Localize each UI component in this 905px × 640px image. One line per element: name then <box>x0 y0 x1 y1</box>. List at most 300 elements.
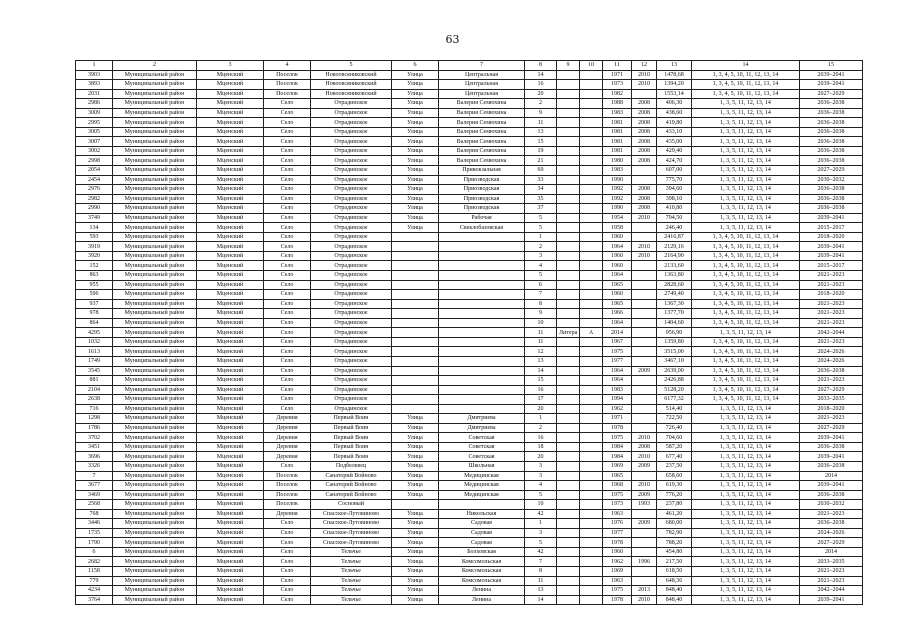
table-cell: 1973 <box>603 80 632 90</box>
table-cell: 1, 3, 4, 5, 10, 11, 12, 13, 14 <box>692 299 800 309</box>
table-cell: 13 <box>525 127 557 137</box>
table-cell: 3451 <box>76 442 113 452</box>
table-cell: 1966 <box>603 309 632 319</box>
table-cell <box>580 127 603 137</box>
table-cell <box>392 290 439 300</box>
table-cell: 1965 <box>603 280 632 290</box>
table-cell <box>580 89 603 99</box>
table-cell <box>557 576 580 586</box>
table-cell: Муниципальный район <box>113 99 197 109</box>
table-cell: 1962 <box>603 404 632 414</box>
table-row <box>76 347 863 357</box>
table-cell: Мценский <box>197 261 264 271</box>
table-cell <box>392 251 439 261</box>
table-cell <box>632 261 657 271</box>
table-cell: 2021–2023 <box>800 414 863 424</box>
table-cell <box>580 471 603 481</box>
table-cell <box>580 519 603 529</box>
table-cell: 35 <box>525 194 557 204</box>
table-cell <box>557 347 580 357</box>
table-cell: Мценский <box>197 414 264 424</box>
table-cell: Санаторий Войново <box>311 490 392 500</box>
table-cell: 237,50 <box>657 461 692 471</box>
table-cell: Муниципальный район <box>113 557 197 567</box>
table-cell: 1980 <box>603 156 632 166</box>
table-cell <box>632 337 657 347</box>
table-cell: Подбелевец <box>311 461 392 471</box>
table-cell: 1954 <box>603 213 632 223</box>
table-cell: Деревня <box>264 433 311 443</box>
table-cell: Школьная <box>439 461 525 471</box>
table-cell: 20 <box>525 452 557 462</box>
table-row <box>76 137 863 147</box>
table-row <box>76 595 863 605</box>
table-cell: 2008 <box>632 204 657 214</box>
table-cell: 3 <box>525 528 557 538</box>
table-cell <box>557 290 580 300</box>
table-cell: 1, 3, 5, 11, 12, 13, 14 <box>692 166 800 176</box>
table-cell: Улица <box>392 185 439 195</box>
table-cell: Село <box>264 347 311 357</box>
table-cell: 2014 <box>603 328 632 338</box>
table-cell: 5 <box>525 213 557 223</box>
table-cell: 1, 3, 4, 5, 10, 11, 12, 13, 14 <box>692 309 800 319</box>
table-cell: 2010 <box>632 251 657 261</box>
table-cell: Улица <box>392 481 439 491</box>
table-cell <box>580 586 603 596</box>
table-cell: Мценский <box>197 538 264 548</box>
table-cell <box>632 290 657 300</box>
table-cell: Муниципальный район <box>113 328 197 338</box>
table-cell: 2998 <box>76 156 113 166</box>
table-cell: 3919 <box>76 242 113 252</box>
table-cell <box>580 137 603 147</box>
table-row <box>76 299 863 309</box>
table-cell: Отрадинское <box>311 242 392 252</box>
table-cell <box>580 433 603 443</box>
table-cell <box>557 366 580 376</box>
table-cell: Спасское-Лутовиново <box>311 538 392 548</box>
table-cell: 246,40 <box>657 223 692 233</box>
table-cell: Рабочая <box>439 213 525 223</box>
table-cell: 7 <box>76 471 113 481</box>
table-cell: 514,40 <box>657 404 692 414</box>
table-row <box>76 337 863 347</box>
table-cell: 1969 <box>603 566 632 576</box>
table-cell: Деревня <box>264 509 311 519</box>
table-cell: 1975 <box>603 347 632 357</box>
table-cell <box>580 299 603 309</box>
table-row <box>76 356 863 366</box>
table-cell: Село <box>264 356 311 366</box>
table-cell: 2009 <box>632 490 657 500</box>
table-cell: Улица <box>392 452 439 462</box>
table-cell: Отрадинское <box>311 146 392 156</box>
table-cell <box>580 500 603 510</box>
table-cell: 17 <box>525 395 557 405</box>
table-cell: Отрадинское <box>311 385 392 395</box>
table-cell: 607,00 <box>657 166 692 176</box>
table-cell: Мценский <box>197 271 264 281</box>
table-cell: 3696 <box>76 452 113 462</box>
table-cell: 1990 <box>603 175 632 185</box>
table-cell: Литера <box>557 328 580 338</box>
table-cell: Мценский <box>197 376 264 386</box>
table-cell: 11 <box>525 337 557 347</box>
table-cell <box>439 251 525 261</box>
table-row <box>76 557 863 567</box>
table-cell <box>632 309 657 319</box>
table-cell: 134 <box>76 223 113 233</box>
table-cell <box>557 118 580 128</box>
table-cell <box>557 223 580 233</box>
table-cell <box>557 280 580 290</box>
table-cell: 1158 <box>76 566 113 576</box>
table-cell: 2 <box>525 99 557 109</box>
table-cell: 2682 <box>76 557 113 567</box>
table-cell <box>557 271 580 281</box>
table-cell <box>580 99 603 109</box>
table-cell: 2568 <box>76 500 113 510</box>
table-cell: 10 <box>525 500 557 510</box>
table-cell: Село <box>264 395 311 405</box>
table-cell: 2015–2017 <box>800 261 863 271</box>
table-cell: Улица <box>392 433 439 443</box>
table-cell: Муниципальный район <box>113 586 197 596</box>
table-cell <box>557 242 580 252</box>
table-cell <box>557 423 580 433</box>
table-cell: Поселок <box>264 490 311 500</box>
table-cell: Муниципальный район <box>113 566 197 576</box>
table-cell: 3764 <box>76 595 113 605</box>
table-cell: 3749 <box>76 213 113 223</box>
table-cell <box>439 395 525 405</box>
column-number-cell: 6 <box>392 61 439 71</box>
table-cell <box>392 347 439 357</box>
table-cell: 398,10 <box>657 194 692 204</box>
table-cell: 1, 3, 4, 5, 10, 11, 12, 13, 14 <box>692 261 800 271</box>
table-cell: Мценский <box>197 194 264 204</box>
table-cell <box>580 414 603 424</box>
table-cell <box>632 166 657 176</box>
table-cell <box>439 356 525 366</box>
table-cell <box>557 519 580 529</box>
table-cell: 1, 3, 4, 5, 10, 11, 12, 13, 14 <box>692 337 800 347</box>
table-cell <box>557 108 580 118</box>
table-cell: Село <box>264 118 311 128</box>
table-cell: 1, 3, 5, 11, 12, 13, 14 <box>692 509 800 519</box>
table-cell: Улица <box>392 423 439 433</box>
table-cell: 13 <box>525 356 557 366</box>
table-cell: Мценский <box>197 500 264 510</box>
column-number-cell: 10 <box>580 61 603 71</box>
table-cell: Муниципальный район <box>113 595 197 605</box>
table-cell <box>632 528 657 538</box>
table-cell: 2018–2020 <box>800 290 863 300</box>
table-cell <box>439 299 525 309</box>
table-cell: 1, 3, 5, 11, 12, 13, 14 <box>692 213 800 223</box>
table-row <box>76 395 863 405</box>
table-cell <box>580 156 603 166</box>
table-cell <box>557 213 580 223</box>
table-cell: Сосновый <box>311 500 392 510</box>
table-cell: Валерия Семюхина <box>439 108 525 118</box>
table-cell: 2014 <box>800 471 863 481</box>
table-cell: Муниципальный район <box>113 356 197 366</box>
table-cell: 881 <box>76 376 113 386</box>
table-cell: Ленина <box>439 595 525 605</box>
table-cell: Муниципальный район <box>113 433 197 443</box>
table-cell: 3545 <box>76 366 113 376</box>
table-cell: 2104 <box>76 385 113 395</box>
table-cell: Отрадинское <box>311 290 392 300</box>
table-cell <box>557 414 580 424</box>
table-cell <box>580 481 603 491</box>
table-cell <box>557 232 580 242</box>
table-cell <box>439 242 525 252</box>
table-cell: Улица <box>392 547 439 557</box>
table-cell: 2042–2044 <box>800 586 863 596</box>
table-cell: 13 <box>525 586 557 596</box>
table-cell: Улица <box>392 595 439 605</box>
table-cell <box>392 366 439 376</box>
table-cell: Муниципальный район <box>113 538 197 548</box>
table-cell: 42 <box>525 509 557 519</box>
table-cell: 2039–2041 <box>800 595 863 605</box>
table-cell: 1, 3, 5, 11, 12, 13, 14 <box>692 471 800 481</box>
table-cell: 1, 3, 5, 11, 12, 13, 14 <box>692 156 800 166</box>
table-cell: Муниципальный район <box>113 137 197 147</box>
table-cell: 716 <box>76 404 113 414</box>
table-cell <box>580 509 603 519</box>
table-cell: Село <box>264 223 311 233</box>
table-cell: 2014 <box>800 547 863 557</box>
table-cell: Улица <box>392 442 439 452</box>
table-cell: 33 <box>525 175 557 185</box>
table-cell: 20 <box>525 404 557 414</box>
table-cell <box>580 318 603 328</box>
table-cell: 1749 <box>76 356 113 366</box>
table-cell: 619,30 <box>657 481 692 491</box>
table-cell: 5 <box>525 271 557 281</box>
table-cell: Мценский <box>197 490 264 500</box>
table-cell: 1, 3, 5, 11, 12, 13, 14 <box>692 108 800 118</box>
table-cell: Советская <box>439 452 525 462</box>
table-cell: Муниципальный район <box>113 309 197 319</box>
table-cell: 1, 3, 5, 11, 12, 13, 14 <box>692 452 800 462</box>
table-cell: Приозводская <box>439 175 525 185</box>
table-cell: 3893 <box>76 80 113 90</box>
table-cell: 454,80 <box>657 547 692 557</box>
table-row <box>76 242 863 252</box>
table-cell: Улица <box>392 156 439 166</box>
table-cell: 2021–2023 <box>800 318 863 328</box>
table-cell: Село <box>264 538 311 548</box>
table-row <box>76 490 863 500</box>
table-cell: Муниципальный район <box>113 404 197 414</box>
table-cell <box>580 194 603 204</box>
table-cell: 1965 <box>603 299 632 309</box>
table-cell: Улица <box>392 127 439 137</box>
table-cell <box>580 576 603 586</box>
table-cell: 1976 <box>603 519 632 529</box>
table-cell: Село <box>264 271 311 281</box>
table-cell <box>439 261 525 271</box>
table-cell: 2027–2029 <box>800 166 863 176</box>
table-cell: 2010 <box>632 433 657 443</box>
table-cell: 2021–2023 <box>800 509 863 519</box>
table-cell: Муниципальный район <box>113 242 197 252</box>
table-cell: 2129,16 <box>657 242 692 252</box>
table-row <box>76 509 863 519</box>
table-cell: 1975 <box>603 586 632 596</box>
table-cell <box>392 318 439 328</box>
table-cell <box>632 175 657 185</box>
table-cell <box>392 271 439 281</box>
table-cell: Отрадинское <box>311 213 392 223</box>
table-cell: Мценский <box>197 366 264 376</box>
table-cell: 1, 3, 4, 5, 10, 11, 12, 13, 14 <box>692 89 800 99</box>
table-cell: 2010 <box>632 80 657 90</box>
table-cell: Деревня <box>264 423 311 433</box>
table-cell: Муниципальный район <box>113 395 197 405</box>
table-cell: 1, 3, 5, 11, 12, 13, 14 <box>692 433 800 443</box>
table-cell: 16 <box>525 80 557 90</box>
table-cell: Мценский <box>197 166 264 176</box>
table-row <box>76 500 863 510</box>
table-cell: 4295 <box>76 328 113 338</box>
table-cell: 587,20 <box>657 442 692 452</box>
table-cell: Валерия Семюхина <box>439 146 525 156</box>
table-cell: 2639,00 <box>657 366 692 376</box>
table-cell: 1, 3, 5, 11, 12, 13, 14 <box>692 566 800 576</box>
table-row <box>76 89 863 99</box>
table-cell <box>580 175 603 185</box>
table-cell <box>580 204 603 214</box>
table-cell: 429,40 <box>657 146 692 156</box>
table-cell <box>580 557 603 567</box>
table-cell: Улица <box>392 70 439 80</box>
table-cell: Мценский <box>197 519 264 529</box>
table-cell: 677,40 <box>657 452 692 462</box>
table-cell: Мценский <box>197 309 264 319</box>
table-cell: Улица <box>392 528 439 538</box>
table-cell: 1394,20 <box>657 80 692 90</box>
table-cell: 1969 <box>603 461 632 471</box>
table-row <box>76 376 863 386</box>
table-cell: 2010 <box>632 481 657 491</box>
table-cell: Село <box>264 175 311 185</box>
table-row <box>76 290 863 300</box>
table-cell: 1, 3, 5, 11, 12, 13, 14 <box>692 404 800 414</box>
table-cell: Мценский <box>197 528 264 538</box>
table-row <box>76 166 863 176</box>
table-row <box>76 175 863 185</box>
table-cell <box>439 366 525 376</box>
table-cell: 1363,80 <box>657 271 692 281</box>
table-cell: 2013 <box>632 586 657 596</box>
table-cell <box>580 223 603 233</box>
table-cell: Село <box>264 146 311 156</box>
table-cell: 1, 3, 4, 5, 10, 11, 12, 13, 14 <box>692 232 800 242</box>
table-cell: 1, 3, 5, 11, 12, 13, 14 <box>692 538 800 548</box>
table-cell: 2036–2038 <box>800 156 863 166</box>
table-cell: Комсомольская <box>439 557 525 567</box>
table-cell <box>632 232 657 242</box>
table-cell: 2021–2023 <box>800 376 863 386</box>
column-number-cell: 12 <box>632 61 657 71</box>
table-cell <box>580 547 603 557</box>
table-cell: Мценский <box>197 586 264 596</box>
table-cell <box>557 595 580 605</box>
column-number-row <box>76 61 863 71</box>
table-cell: Тельчье <box>311 595 392 605</box>
table-cell <box>580 538 603 548</box>
table-cell: 1958 <box>603 223 632 233</box>
table-cell: 1960 <box>603 261 632 271</box>
table-cell: Муниципальный район <box>113 347 197 357</box>
table-cell: 978 <box>76 309 113 319</box>
table-cell: 2008 <box>632 194 657 204</box>
table-cell: Отрадинское <box>311 137 392 147</box>
table-cell: 1, 3, 5, 11, 12, 13, 14 <box>692 576 800 586</box>
table-cell <box>632 566 657 576</box>
table-cell: Село <box>264 166 311 176</box>
table-cell: 1964 <box>603 318 632 328</box>
table-cell: 2030–2032 <box>800 175 863 185</box>
table-row <box>76 271 863 281</box>
table-cell: Валерия Семюхина <box>439 137 525 147</box>
table-cell: 1981 <box>603 118 632 128</box>
table-row <box>76 194 863 204</box>
table-cell <box>392 232 439 242</box>
table-cell <box>557 185 580 195</box>
table-cell: 2054 <box>76 166 113 176</box>
table-cell: Село <box>264 404 311 414</box>
table-cell: Село <box>264 204 311 214</box>
table-cell <box>557 127 580 137</box>
table-cell: Мценский <box>197 118 264 128</box>
table-cell: 2039–2041 <box>800 70 863 80</box>
table-cell: Улица <box>392 576 439 586</box>
table-cell <box>632 576 657 586</box>
table-cell <box>557 251 580 261</box>
table-cell: 1978 <box>603 595 632 605</box>
table-cell: 1983 <box>603 108 632 118</box>
table-cell <box>632 280 657 290</box>
table-cell: Мценский <box>197 80 264 90</box>
table-row <box>76 385 863 395</box>
table-cell: Муниципальный район <box>113 471 197 481</box>
table-cell: Поселок <box>264 70 311 80</box>
table-cell: 2036–2038 <box>800 108 863 118</box>
table-cell: 15 <box>525 376 557 386</box>
table-cell: Село <box>264 461 311 471</box>
table-cell <box>392 376 439 386</box>
table-row <box>76 80 863 90</box>
table-cell: 1790 <box>76 538 113 548</box>
table-cell: 2133,60 <box>657 261 692 271</box>
table-cell: Мценский <box>197 213 264 223</box>
table-cell: 2036–2038 <box>800 127 863 137</box>
table-row <box>76 99 863 109</box>
table-cell: 18 <box>525 442 557 452</box>
table-row <box>76 251 863 261</box>
table-cell: Медицинская <box>439 490 525 500</box>
table-cell: 1, 3, 5, 11, 12, 13, 14 <box>692 175 800 185</box>
table-cell: 768 <box>76 509 113 519</box>
table-cell: Отрадинское <box>311 127 392 137</box>
